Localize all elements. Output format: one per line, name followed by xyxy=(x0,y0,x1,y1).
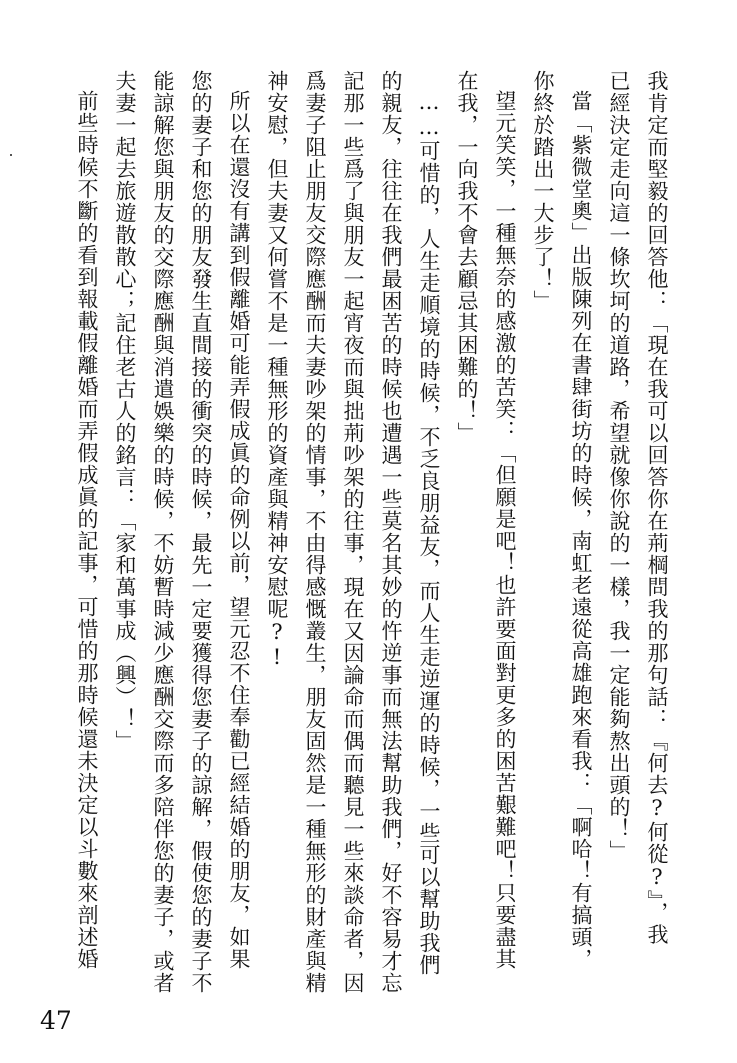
text-column-14: 能諒解您與朋友的交際應酬與消遣娛樂的時候，不妨暫時減少應酬交際而多陪伴您的妻子，或者 xyxy=(151,70,175,994)
text-column-4: 你終於踏出一大步了！」 xyxy=(531,70,555,312)
text-column-15: 夫妻一起去旅遊散散心；記住老古人的銘言：「家和萬事成（興）！」 xyxy=(113,70,137,752)
vertical-text-block xyxy=(70,70,670,1010)
scan-speck xyxy=(10,154,12,156)
text-column-7: ……可惜的，人生走順境的時候，不乏良朋益友，而人生走逆運的時候，一些可以幫助我們 xyxy=(417,90,441,976)
text-column-12: 所以在還沒有講到假離婚可能弄假成眞的命例以前，望元忍不住奉勸已經結婚的朋友，如果 xyxy=(227,90,251,970)
text-column-8: 的親友，往往在我們最困苦的時候也遭遇一些莫名其妙的忤逆事而無法幫助我們，好不容易才忘 xyxy=(379,70,403,994)
text-column-3: 當「紫微堂奧」出版陳列在書肆街坊的時候，南虹老遠從高雄跑來看我：「啊哈！有搞頭， xyxy=(569,90,593,970)
text-column-10: 爲妻子阻止朋友交際應酬而夫妻吵架的情事，不由得感慨叢生，朋友固然是一種無形的財產與精 xyxy=(303,70,327,994)
text-column-11: 神安慰，但夫妻又何嘗不是一種無形的資產與精神安慰呢?! xyxy=(265,70,289,670)
text-column-5: 望元笑笑，一種無奈的感激的苦笑：「但願是吧！也許要面對更多的困苦艱難吧！只要盡其 xyxy=(493,90,517,970)
text-column-16: 前些時候不斷的看到報載假離婚而弄假成眞的記事，可惜的那時候還未決定以斗數來剖述婚 xyxy=(75,90,99,970)
text-column-13: 您的妻子和您的朋友發生直間接的衝突的時候，最先一定要獲得您妻子的諒解，假使您的妻子不 xyxy=(189,70,213,994)
text-column-9: 記那一些爲了與朋友一起宵夜而與拙荊吵架的往事，現在又因論命而偶而聽見一些來談命者，因 xyxy=(341,70,365,994)
page-number: 47 xyxy=(40,1006,72,1035)
text-column-1: 我肯定而堅毅的回答他：「現在我可以回答你在荊棡問我的那句話：『何去?何從?』，我 xyxy=(645,70,669,946)
text-column-6: 在我，一向我不會去顧忌其困難的！」 xyxy=(455,70,479,444)
text-column-2: 已經決定走向這一條坎坷的道路，希望就像你說的一樣，我一定能夠熬出頭的！」 xyxy=(607,70,631,862)
